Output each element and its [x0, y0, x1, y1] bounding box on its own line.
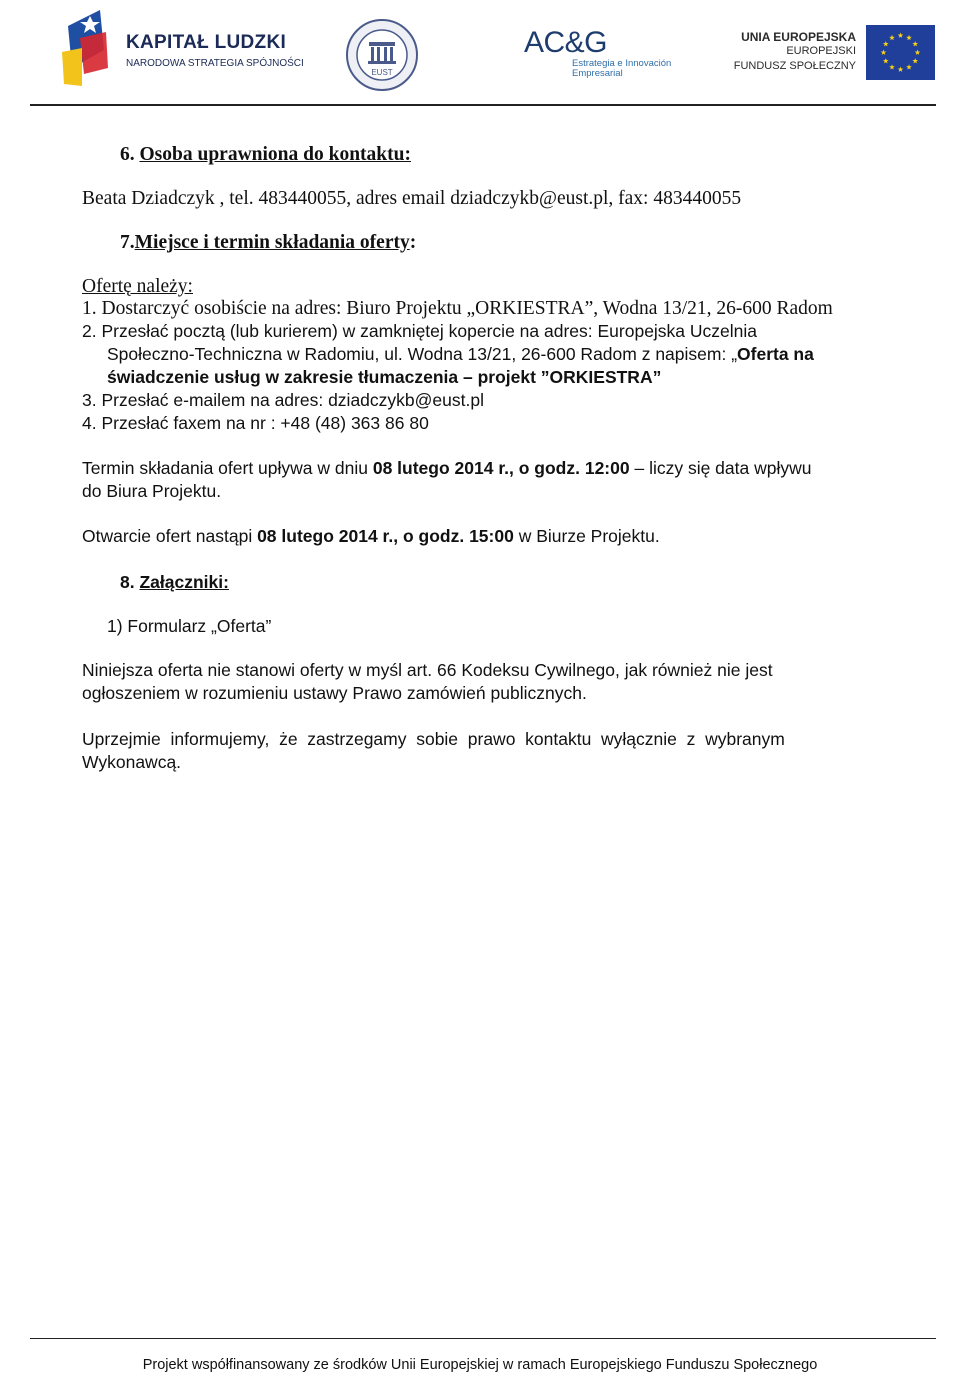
eu-label-line-3: FUNDUSZ SPOŁECZNY	[733, 60, 856, 72]
deadline-line-1	[82, 457, 812, 480]
section-7-item-2-prefix: Społeczno-Techniczna w Radomiu, ul. Wodna 13/21, 26-600 Radom z napisem: „	[107, 344, 738, 364]
footer-divider	[30, 1338, 936, 1339]
note-1-line-2: ogłoszeniem w rozumieniu ustawy Prawo zamówień publicznych.	[82, 683, 587, 703]
deadline-date: 08 lutego 2014 r., o godz. 12:00	[372, 458, 630, 478]
acg-logo-tagline-1: Estrategia e Innovación	[572, 58, 672, 69]
section-8-title: Załączniki:	[139, 572, 229, 592]
section-8-heading	[120, 571, 229, 594]
section-7-title: Miejsce i termin składania oferty	[134, 232, 410, 253]
section-6-heading	[120, 143, 411, 166]
section-6-contact: Beata Dziadczyk , tel. 483440055, adres email dziadczykb@eust.pl, fax: 483440055	[82, 188, 742, 209]
section-7-item-4: 4. Przesłać faxem na nr : +48 (48) 363 86 80	[82, 413, 429, 433]
eu-flag-icon	[866, 25, 935, 80]
deadline-prefix: Termin składania ofert upływa w dniu	[82, 458, 373, 478]
section-7-number: 7.	[120, 232, 135, 253]
section-7-item-2-line-1: 2. Przesłać pocztą (lub kurierem) w zamkniętej kopercie na adres: Europejska Uczelnia	[82, 321, 758, 341]
section-7-item-2-line-3: świadczenie usług w zakresie tłumaczenia – projekt ”ORKIESTRA”	[107, 367, 662, 387]
header-divider	[30, 104, 936, 106]
section-7-heading	[120, 231, 416, 254]
header-logos	[0, 0, 960, 104]
section-6-number: 6.	[120, 144, 135, 165]
section-7-item-2-bold-a: Oferta na	[737, 344, 814, 364]
eu-label-line-1: UNIA EUROPEJSKA	[741, 30, 856, 44]
section-8-item-1: 1) Formularz „Oferta”	[107, 616, 272, 636]
section-7-colon: :	[409, 232, 417, 253]
acg-logo-main: AC&G	[524, 26, 608, 59]
deadline-suffix: – liczy się data wpływu	[629, 458, 812, 478]
opening-prefix: Otwarcie ofert nastąpi	[82, 526, 258, 546]
acg-logo-tagline-2: Empresarial	[572, 68, 623, 79]
eu-label-line-2: EUROPEJSKI	[786, 45, 856, 57]
kapital-ludzki-subtitle: NARODOWA STRATEGIA SPÓJNOŚCI	[126, 58, 304, 69]
section-6-title: Osoba uprawniona do kontaktu:	[139, 144, 411, 165]
kapital-ludzki-emblem	[60, 8, 120, 88]
footer-text: Projekt współfinansowany ze środków Unii Europejskiej w ramach Europejskiego Funduszu Społecznego	[142, 1357, 818, 1373]
acg-logo	[520, 24, 690, 80]
note-2-line-1: Uprzejmie informujemy, że zastrzegamy sobie prawo kontaktu wyłącznie z wybranym	[82, 729, 785, 749]
eust-seal-logo	[345, 18, 419, 92]
section-7-item-3: 3. Przesłać e-mailem na adres: dziadczykb@eust.pl	[82, 390, 484, 410]
opening-suffix: w Biurze Projektu.	[513, 526, 660, 546]
opening-date: 08 lutego 2014 r., o godz. 15:00	[257, 526, 514, 546]
eust-seal-text: EUST	[371, 68, 393, 77]
kapital-ludzki-logo	[60, 8, 304, 88]
kapital-ludzki-title: KAPITAŁ LUDZKI	[126, 32, 287, 53]
section-7-intro: Ofertę należy:	[82, 276, 193, 297]
section-7-item-2-line-2	[107, 343, 814, 366]
note-1-line-1: Niniejsza oferta nie stanowi oferty w myśl art. 66 Kodeksu Cywilnego, jak również nie jest	[82, 660, 773, 680]
section-8-number: 8.	[120, 572, 135, 592]
note-2-line-2: Wykonawcą.	[82, 752, 182, 772]
section-7-item-1: 1. Dostarczyć osobiście na adres: Biuro Projektu „ORKIESTRA”, Wodna 13/21, 26-600 Radom	[82, 298, 833, 319]
deadline-line-2: do Biura Projektu.	[82, 481, 222, 501]
opening-line	[82, 525, 660, 548]
